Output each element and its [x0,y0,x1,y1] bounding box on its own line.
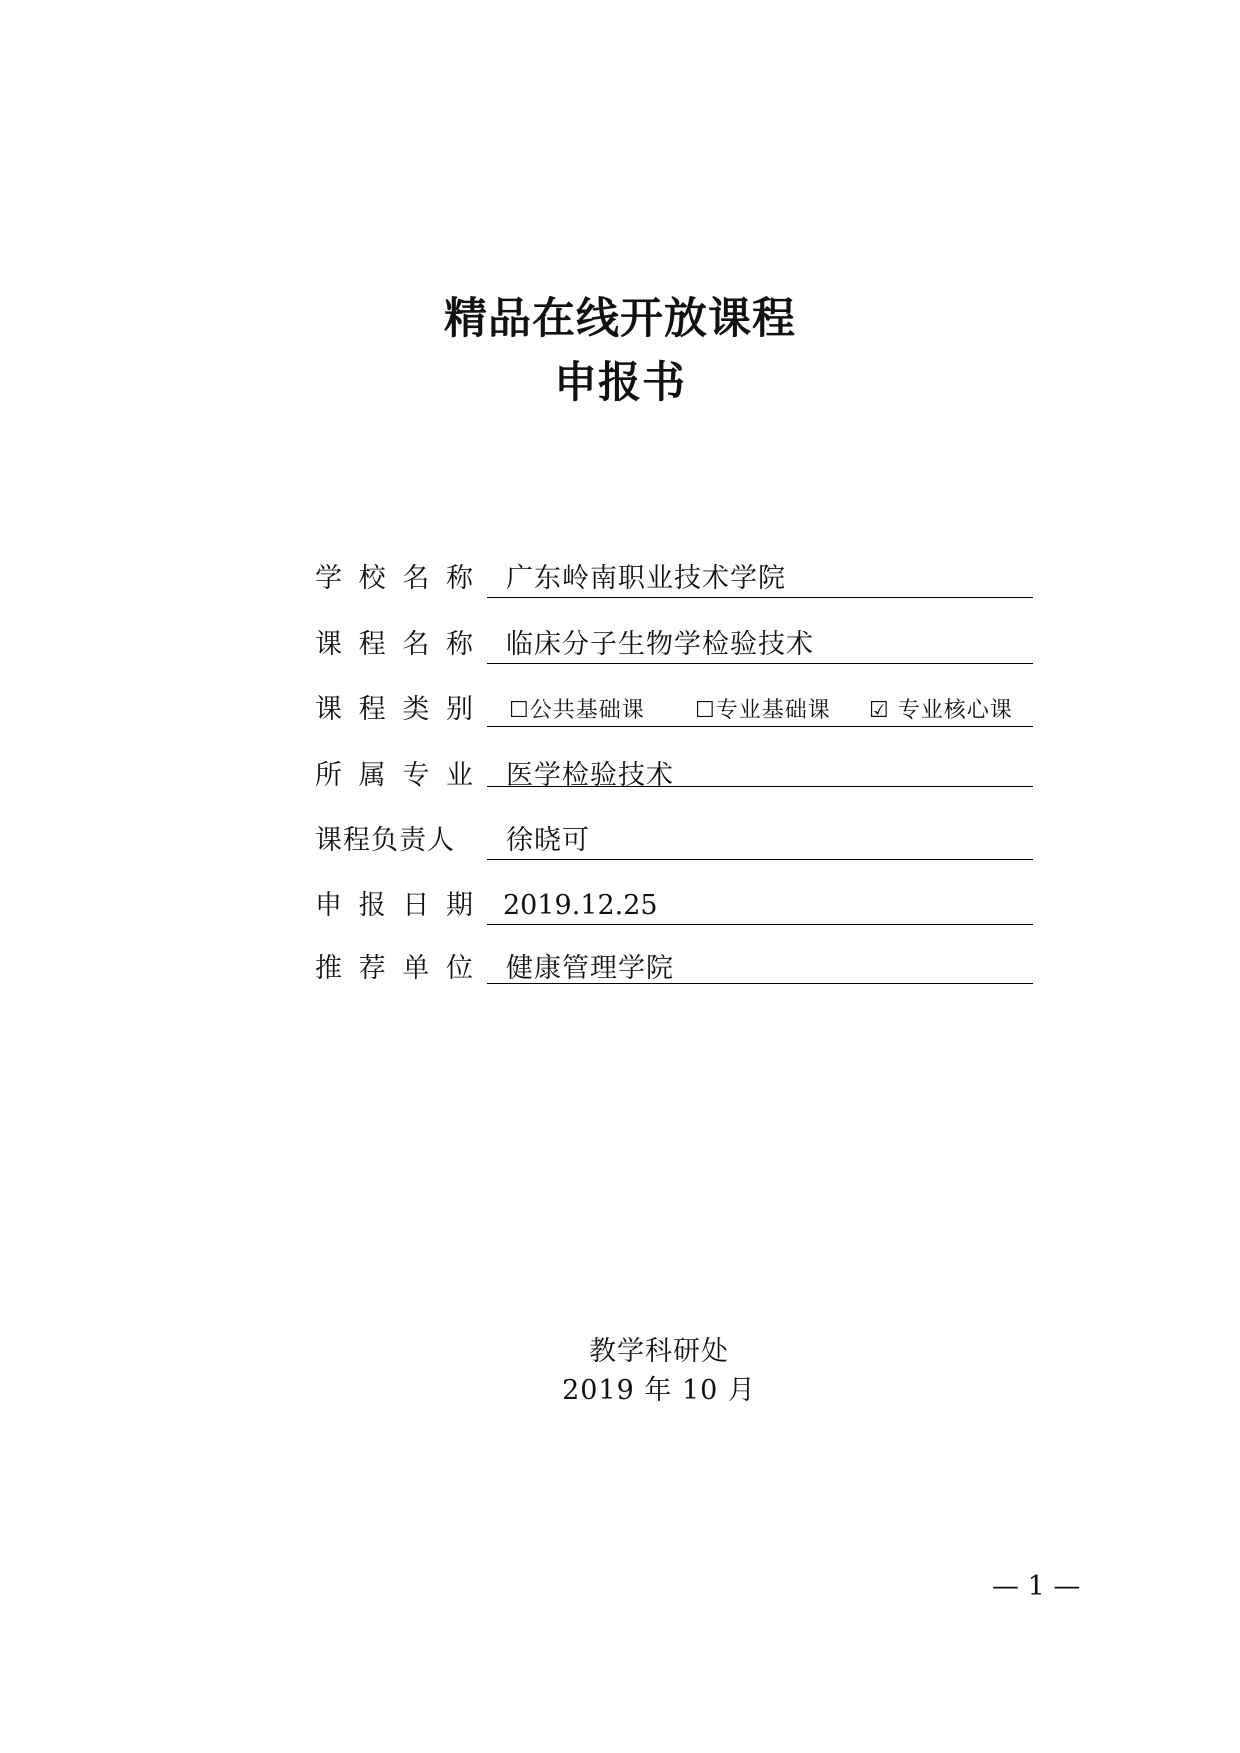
course-name-field [487,624,1033,664]
major-label: 所 属 专 业 [315,760,473,791]
recommending-unit-row [315,948,1033,994]
major-row [315,755,1033,801]
recommending-unit-value: 健康管理学院 [506,953,674,984]
course-name-row [315,624,1033,670]
major-field [487,755,1033,791]
course-name-label: 课 程 名 称 [315,629,473,660]
page-number: — 1 — [992,1571,1081,1602]
recommending-unit-field [487,948,1033,984]
course-lead-field [487,820,1033,860]
course-category-label: 课 程 类 别 [315,694,473,725]
option-public-basic-course: ☐公共基础课 [509,698,645,723]
application-date-value: 2019.12.25 [503,890,658,921]
issue-date: 2019 年 10 月 [562,1375,756,1406]
course-category-field [487,689,1033,727]
option-major-core-course: ☑ 专业核心课 [869,698,1013,723]
school-name-label: 学 校 名 称 [315,563,473,594]
document-subtitle: 申报书 [554,358,686,408]
school-name-row [315,558,1033,604]
recommending-unit-label: 推 荐 单 位 [315,953,473,984]
course-category-row [315,689,1033,735]
major-value: 医学检验技术 [506,760,674,791]
course-lead-label: 课程负责人 [315,825,455,856]
application-date-label: 申 报 日 期 [315,890,473,921]
option-major-basic-course: ☐专业基础课 [695,698,831,723]
document-title: 精品在线开放课程 [444,294,796,344]
application-date-row [315,885,1033,931]
school-name-value: 广东岭南职业技术学院 [506,563,786,594]
issuer: 教学科研处 [589,1336,729,1367]
course-lead-value: 徐晓可 [506,825,590,856]
course-lead-row [315,820,1033,866]
course-name-value: 临床分子生物学检验技术 [506,629,814,660]
school-name-field [487,558,1033,598]
application-date-field [487,885,1033,925]
